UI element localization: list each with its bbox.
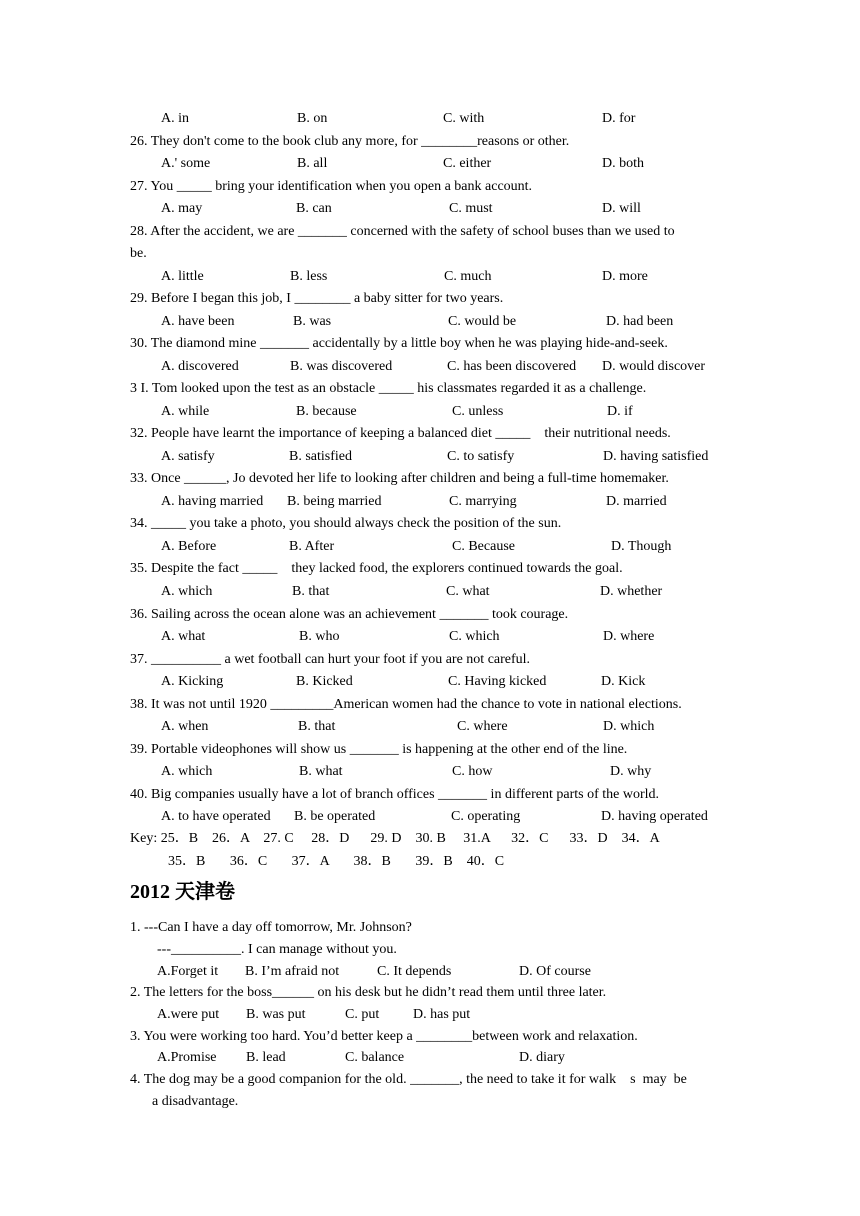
s2-q3-option-b: B. lead	[246, 1050, 286, 1065]
q25-option-b: B. on	[297, 111, 328, 126]
q37-option-c: C. Having kicked	[448, 674, 547, 689]
question-29: 29. Before I began this job, I ________ a baby sitter for two years.	[130, 291, 504, 306]
q25-option-a: A. in	[161, 111, 189, 126]
answer-key-line-2: 35．B 36．C 37．A 38．B 39．B 40．C	[168, 854, 505, 869]
question-27: 27. You _____ bring your identification when you open a bank account.	[130, 179, 533, 194]
answer-key-line-1: Key: 25．B 26．A 27. C 28．D 29. D 30. B 31.A 32．C 33．D 34．A	[130, 831, 660, 846]
q39-option-d: D. why	[610, 764, 652, 779]
question-30: 30. The diamond mine _______ accidentally by a little boy when he was playing hide-and-seek.	[130, 336, 668, 351]
q30-option-c: C. has been discovered	[447, 359, 577, 374]
s2-q2-option-b: B. was put	[246, 1007, 306, 1022]
question-40: 40. Big companies usually have a lot of branch offices _______ in different parts of the world.	[130, 787, 660, 802]
question-31: 3 I. Tom looked upon the test as an obstacle _____ his classmates regarded it as a challenge.	[130, 381, 647, 396]
q30-option-a: A. discovered	[161, 359, 239, 374]
question-34: 34. _____ you take a photo, you should always check the position of the sun.	[130, 516, 562, 531]
q31-option-b: B. because	[296, 404, 357, 419]
q38-option-d: D. which	[603, 719, 655, 734]
q40-option-b: B. be operated	[294, 809, 376, 824]
q31-option-d: D. if	[607, 404, 633, 419]
question-38: 38. It was not until 1920 _________American women had the chance to vote in national elections.	[130, 697, 682, 712]
q32-option-c: C. to satisfy	[447, 449, 515, 464]
q25-option-d: D. for	[602, 111, 636, 126]
q35-option-d: D. whether	[600, 584, 663, 599]
q36-option-b: B. who	[299, 629, 340, 644]
q39-option-a: A. which	[161, 764, 213, 779]
q34-option-b: B. After	[289, 539, 335, 554]
s2-q1-option-c: C. It depends	[377, 964, 452, 979]
q25-option-c: C. with	[443, 111, 485, 126]
s2-q3-option-d: D. diary	[519, 1050, 565, 1065]
s2-question-3: 3. You were working too hard. You’d better keep a ________between work and relaxation.	[130, 1029, 638, 1044]
q33-option-a: A. having married	[161, 494, 264, 509]
q28-option-b: B. less	[290, 269, 328, 284]
q34-option-a: A. Before	[161, 539, 217, 554]
s2-q3-option-a: A.Promise	[157, 1050, 217, 1065]
q27-option-c: C. must	[449, 201, 493, 216]
s2-q1-option-b: B. I’m afraid not	[245, 964, 340, 979]
question-33: 33. Once ______, Jo devoted her life to looking after children and being a full-time homemaker.	[130, 471, 669, 486]
q36-option-c: C. which	[449, 629, 500, 644]
q32-option-b: B. satisfied	[289, 449, 352, 464]
q30-option-d: D. would discover	[602, 359, 706, 374]
q29-option-c: C. would be	[448, 314, 517, 329]
question-32: 32. People have learnt the importance of keeping a balanced diet _____ their nutritional needs.	[130, 426, 671, 441]
q27-option-d: D. will	[602, 201, 641, 216]
q34-option-d: D. Though	[611, 539, 672, 554]
q26-option-d: D. both	[602, 156, 644, 171]
section-heading: 2012 天津卷	[130, 881, 235, 903]
q38-option-c: C. where	[457, 719, 508, 734]
question-35: 35. Despite the fact _____ they lacked food, the explorers continued towards the goal.	[130, 561, 623, 576]
q35-option-b: B. that	[292, 584, 330, 599]
q26-option-b: B. all	[297, 156, 328, 171]
q31-option-a: A. while	[161, 404, 210, 419]
q27-option-b: B. can	[296, 201, 332, 216]
q39-option-c: C. how	[452, 764, 493, 779]
q38-option-a: A. when	[161, 719, 209, 734]
q26-option-a: A.' some	[161, 156, 211, 171]
q28-option-a: A. little	[161, 269, 204, 284]
q37-option-d: D. Kick	[601, 674, 646, 689]
q32-option-a: A. satisfy	[161, 449, 215, 464]
q40-option-a: A. to have operated	[161, 809, 271, 824]
q33-option-d: D. married	[606, 494, 667, 509]
q40-option-d: D. having operated	[601, 809, 708, 824]
q32-option-d: D. having satisfied	[603, 449, 709, 464]
q35-option-c: C. what	[446, 584, 490, 599]
q39-option-b: B. what	[299, 764, 343, 779]
q28-option-c: C. much	[444, 269, 492, 284]
s2-q2-option-c: C. put	[345, 1007, 380, 1022]
q27-option-a: A. may	[161, 201, 203, 216]
s2-question-4-line-1: 4. The dog may be a good companion for the old. _______, the need to take it for walk s may be	[130, 1072, 687, 1087]
s2-q2-option-a: A.were put	[157, 1007, 220, 1022]
q36-option-d: D. where	[603, 629, 655, 644]
q29-option-d: D. had been	[606, 314, 674, 329]
q29-option-b: B. was	[293, 314, 332, 329]
q37-option-a: A. Kicking	[161, 674, 224, 689]
q38-option-b: B. that	[298, 719, 336, 734]
question-28-line-1: 28. After the accident, we are _______ concerned with the safety of school buses than we used to	[130, 224, 675, 239]
question-28-line-2: be.	[130, 246, 147, 261]
q29-option-a: A. have been	[161, 314, 235, 329]
question-26: 26. They don't come to the book club any more, for ________reasons or other.	[130, 134, 570, 149]
question-39: 39. Portable videophones will show us _______ is happening at the other end of the line.	[130, 742, 628, 757]
q40-option-c: C. operating	[451, 809, 521, 824]
s2-q2-option-d: D. has put	[413, 1007, 471, 1022]
s2-question-4-line-2: a disadvantage.	[152, 1094, 239, 1109]
q35-option-a: A. which	[161, 584, 213, 599]
s2-question-1-line-2: ---__________. I can manage without you.	[157, 942, 397, 957]
s2-question-1-line-1: 1. ---Can I have a day off tomorrow, Mr. Johnson?	[130, 920, 412, 935]
s2-q3-option-c: C. balance	[345, 1050, 405, 1065]
q30-option-b: B. was discovered	[290, 359, 393, 374]
q26-option-c: C. either	[443, 156, 492, 171]
s2-q1-option-a: A.Forget it	[157, 964, 219, 979]
question-37: 37. __________ a wet football can hurt your foot if you are not careful.	[130, 652, 531, 667]
q33-option-b: B. being married	[287, 494, 382, 509]
q31-option-c: C. unless	[452, 404, 504, 419]
question-36: 36. Sailing across the ocean alone was an achievement _______ took courage.	[130, 607, 569, 622]
s2-question-2: 2. The letters for the boss______ on his desk but he didn’t read them until three later.	[130, 985, 607, 1000]
q33-option-c: C. marrying	[449, 494, 517, 509]
q37-option-b: B. Kicked	[296, 674, 353, 689]
q34-option-c: C. Because	[452, 539, 515, 554]
q36-option-a: A. what	[161, 629, 206, 644]
q28-option-d: D. more	[602, 269, 648, 284]
s2-q1-option-d: D. Of course	[519, 964, 591, 979]
